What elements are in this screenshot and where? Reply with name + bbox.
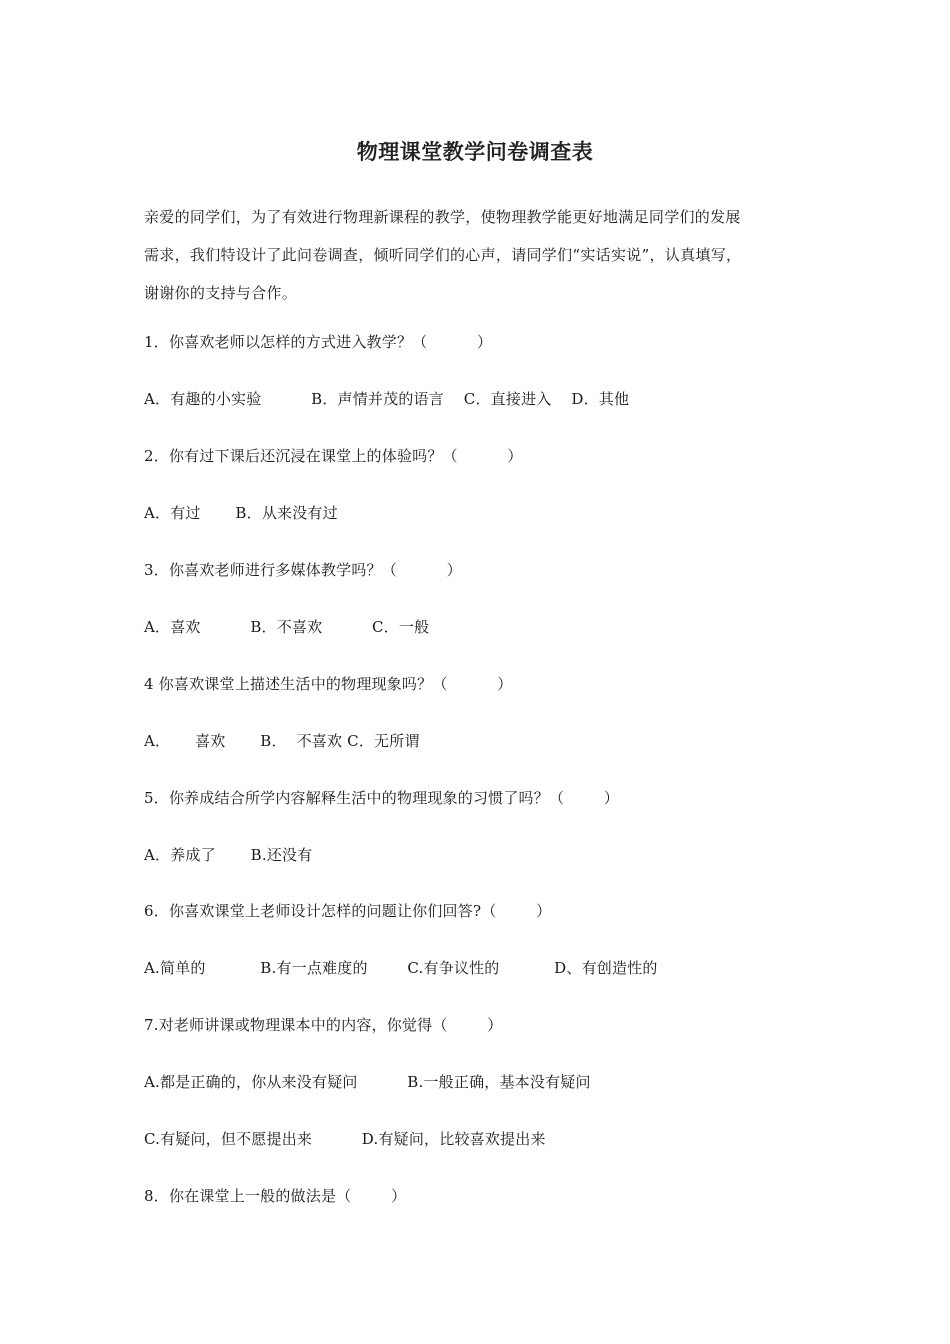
question-2: 2．你有过下课后还沉浸在课堂上的体验吗？（ ）	[144, 447, 523, 465]
question-6-options: A.简单的 B.有一点难度的 C.有争议性的 D、有创造性的	[144, 959, 658, 977]
intro-paragraph	[144, 198, 814, 312]
intro-line: 需求，我们特设计了此问卷调查，倾听同学们的心声，请同学们“实话实说”，认真填写，	[144, 246, 742, 264]
question-1: 1．你喜欢老师以怎样的方式进入教学？（ ）	[144, 333, 493, 351]
intro-line: 亲爱的同学们，为了有效进行物理新课程的教学，使物理教学能更好地满足同学们的发展	[144, 208, 741, 226]
question-6: 6．你喜欢课堂上老师设计怎样的问题让你们回答?（ ）	[144, 902, 552, 920]
question-7: 7.对老师讲课或物理课本中的内容，你觉得（ ）	[144, 1016, 503, 1034]
page-title: 物理课堂教学问卷调查表	[356, 140, 594, 164]
question-7-options-ab: A.都是正确的，你从来没有疑问 B.一般正确，基本没有疑问	[144, 1073, 591, 1091]
question-8: 8．你在课堂上一般的做法是（ ）	[144, 1187, 407, 1205]
question-4: 4 你喜欢课堂上描述生活中的物理现象吗？（ ）	[144, 675, 513, 693]
question-4-options: A． 喜欢 B． 不喜欢 C．无所谓	[144, 732, 420, 750]
question-3: 3．你喜欢老师进行多媒体教学吗？（ ）	[144, 561, 462, 579]
question-5-options: A．养成了 B.还没有	[144, 846, 313, 864]
question-1-options: A．有趣的小实验 B．声情并茂的语言 C．直接进入 D．其他	[144, 390, 630, 408]
question-7-options-cd: C.有疑问，但不愿提出来 D.有疑问，比较喜欢提出来	[144, 1130, 546, 1148]
question-5: 5．你养成结合所学内容解释生活中的物理现象的习惯了吗？（ ）	[144, 789, 620, 807]
question-3-options: A．喜欢 B．不喜欢 C．一般	[144, 618, 430, 636]
intro-line: 谢谢你的支持与合作。	[144, 284, 298, 302]
question-2-options: A．有过 B．从来没有过	[144, 504, 338, 522]
